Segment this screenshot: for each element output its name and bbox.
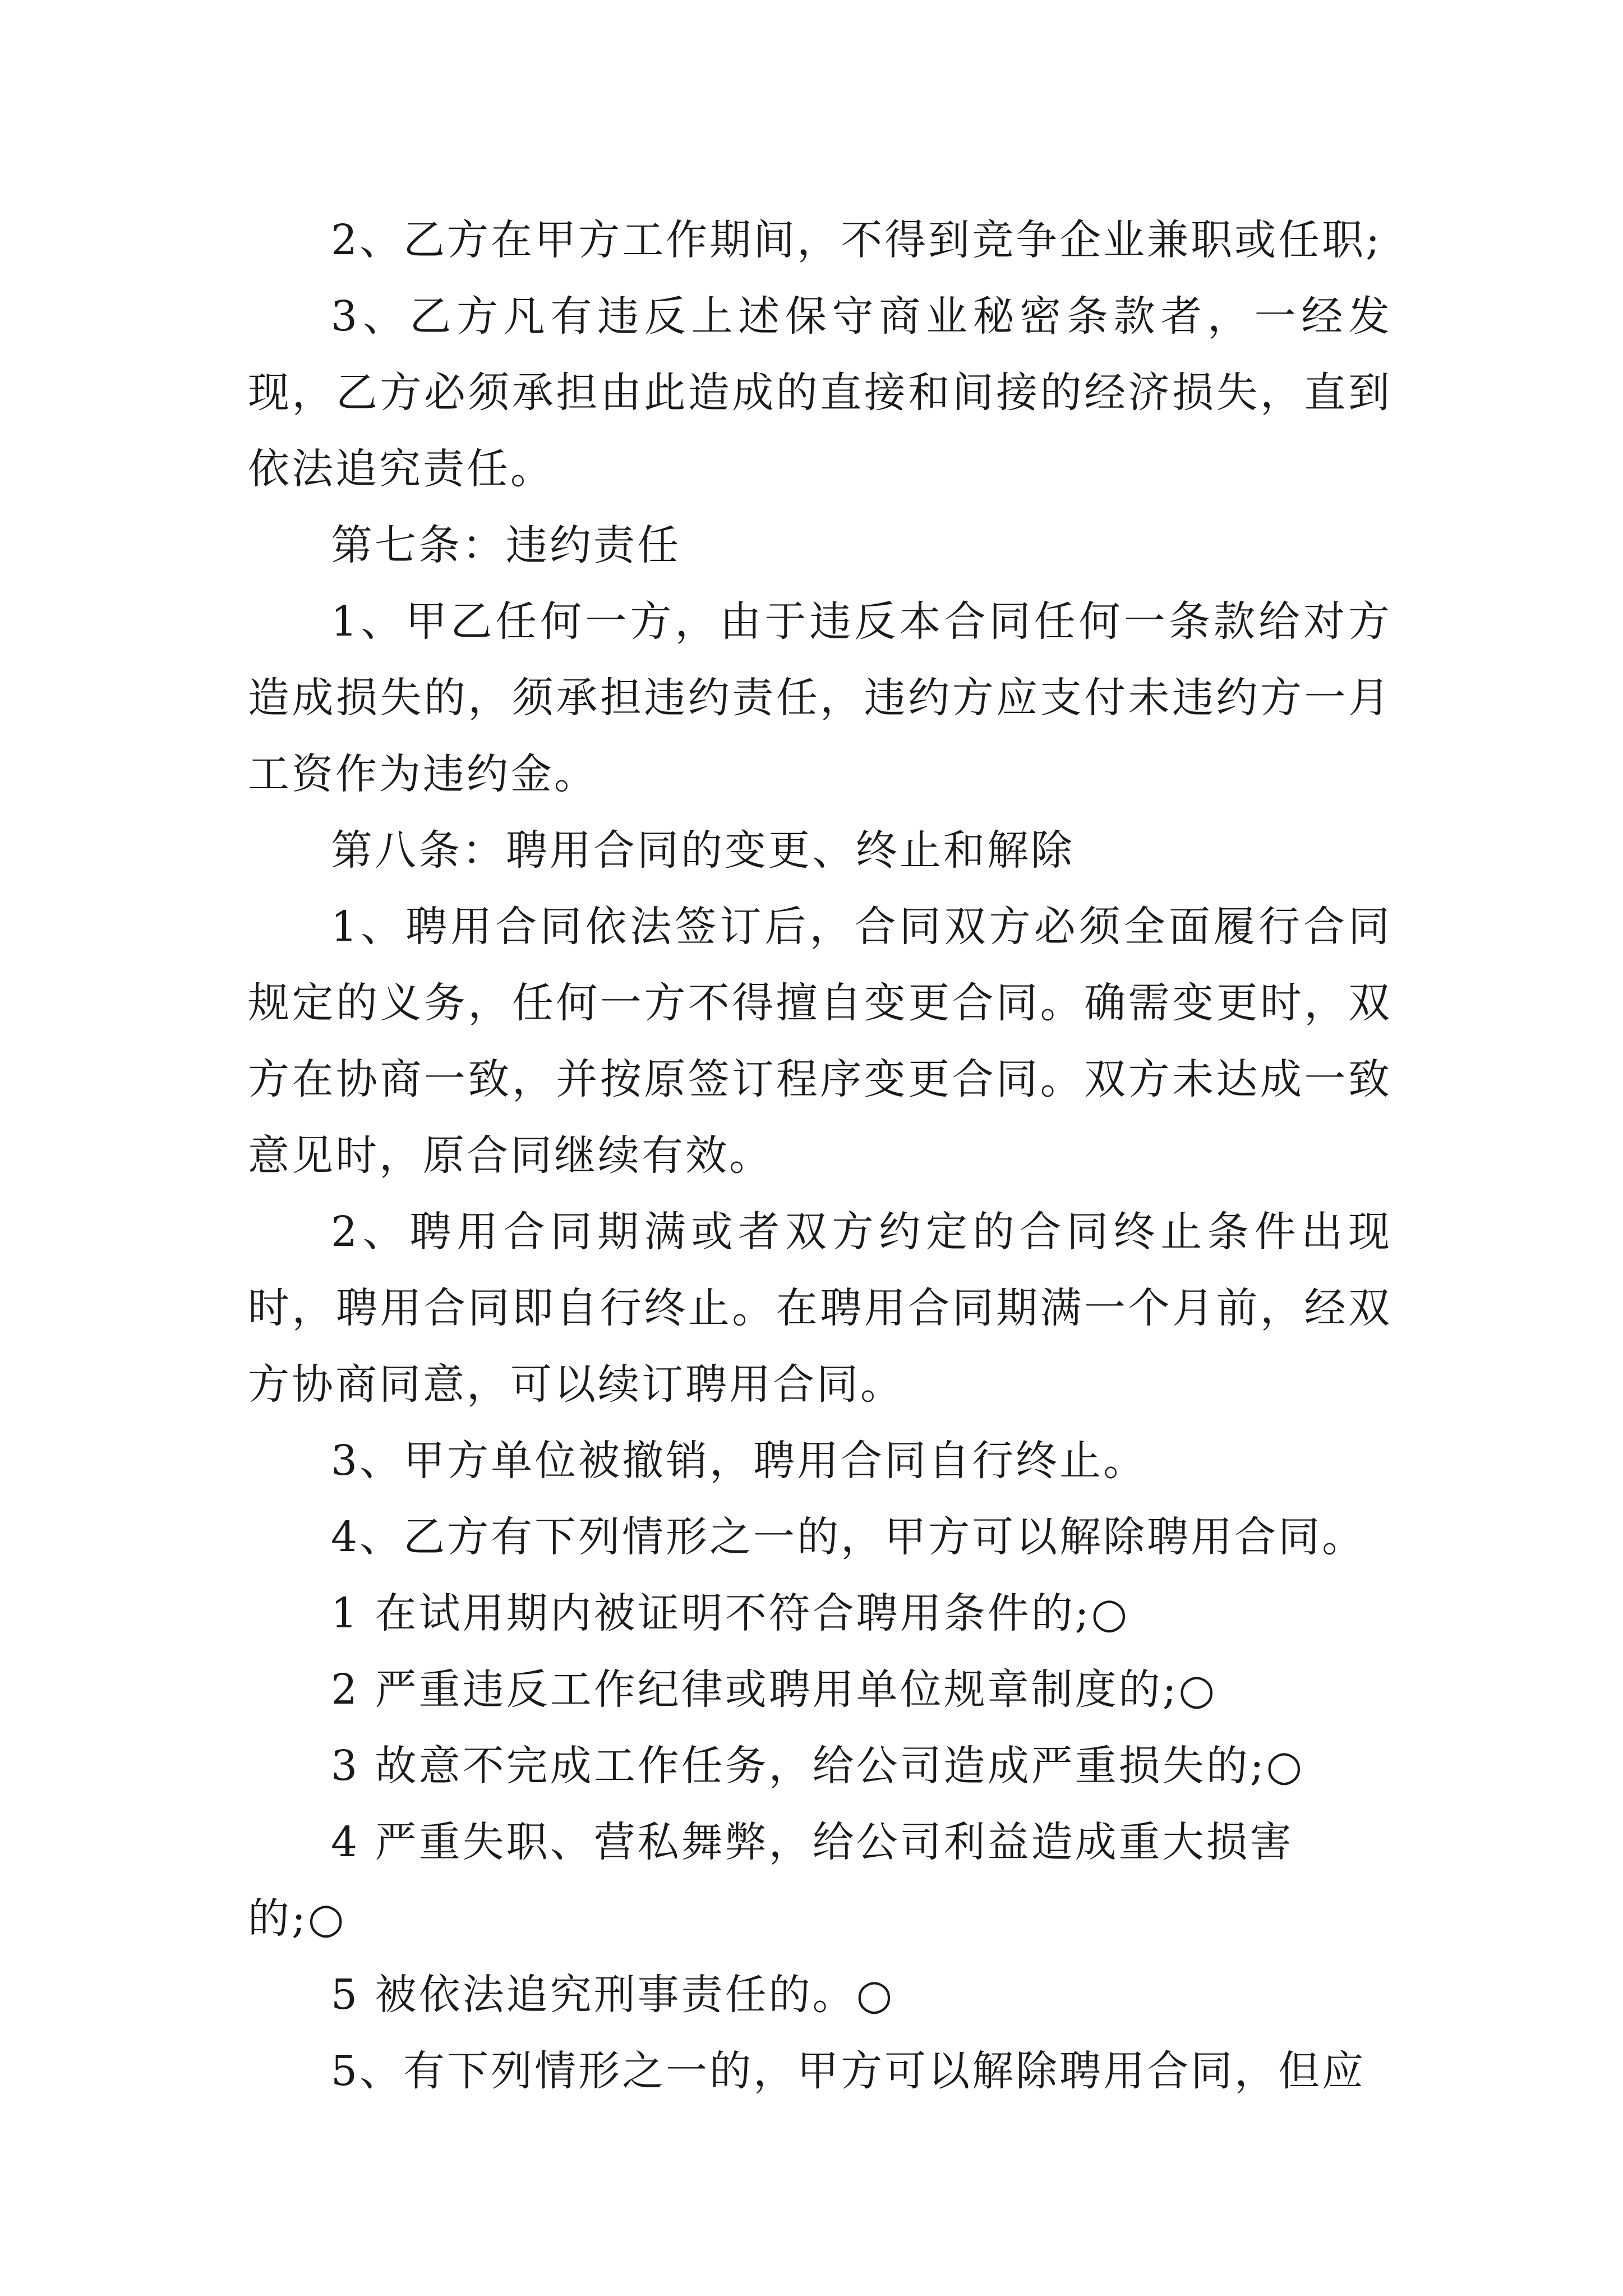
section-heading-article-7: 第七条：违约责任	[331, 521, 681, 569]
paragraph-article-8-clause-1: 1、聘用合同依法签订后，合同双方必须全面履行合同规定的义务，任何一方不得擅自变更合同。确需变更时，双方在协商一致，并按原签订程序变更合同。双方未达成一致意见时，原合同继续有效。	[248, 903, 1392, 1180]
list-item-condition-1: 1 在试用期内被证明不符合聘用条件的;○	[331, 1589, 1130, 1637]
document-body	[248, 202, 1392, 2109]
paragraph-article-7-clause-1: 1、甲乙任何一方，由于违反本合同任何一条款给对方造成损失的，须承担违约责任，违约方应支付未违约方一月工资作为违约金。	[248, 597, 1392, 798]
paragraph-article-8-clause-2: 2、聘用合同期满或者双方约定的合同终止条件出现时，聘用合同即自行终止。在聘用合同期满一个月前，经双方协商同意，可以续订聘用合同。	[248, 1208, 1392, 1409]
paragraph-article-8-clause-5: 5、有下列情形之一的，甲方可以解除聘用合同，但应	[331, 2047, 1366, 2095]
paragraph-article-8-clause-3: 3、甲方单位被撤销，聘用合同自行终止。	[331, 1437, 1147, 1485]
list-item-condition-2: 2 严重违反工作纪律或聘用单位规章制度的;○	[331, 1665, 1218, 1714]
paragraph-clause-2: 2、乙方在甲方工作期间，不得到竞争企业兼职或任职;	[331, 216, 1382, 264]
list-item-condition-4: 4 严重失职、营私舞弊，给公司利益造成重大损害的;○	[248, 1818, 1294, 1943]
list-item-condition-3: 3 故意不完成工作任务，给公司造成严重损失的;○	[331, 1742, 1305, 1790]
paragraph-clause-3: 3、乙方凡有违反上述保守商业秘密条款者，一经发现，乙方必须承担由此造成的直接和间接的经济损失，直到依法追究责任。	[248, 292, 1392, 493]
section-heading-article-8: 第八条：聘用合同的变更、终止和解除	[331, 826, 1075, 875]
paragraph-article-8-clause-4: 4、乙方有下列情形之一的，甲方可以解除聘用合同。	[331, 1513, 1366, 1561]
list-item-condition-5: 5 被依法追究刑事责任的。○	[331, 1971, 895, 2019]
